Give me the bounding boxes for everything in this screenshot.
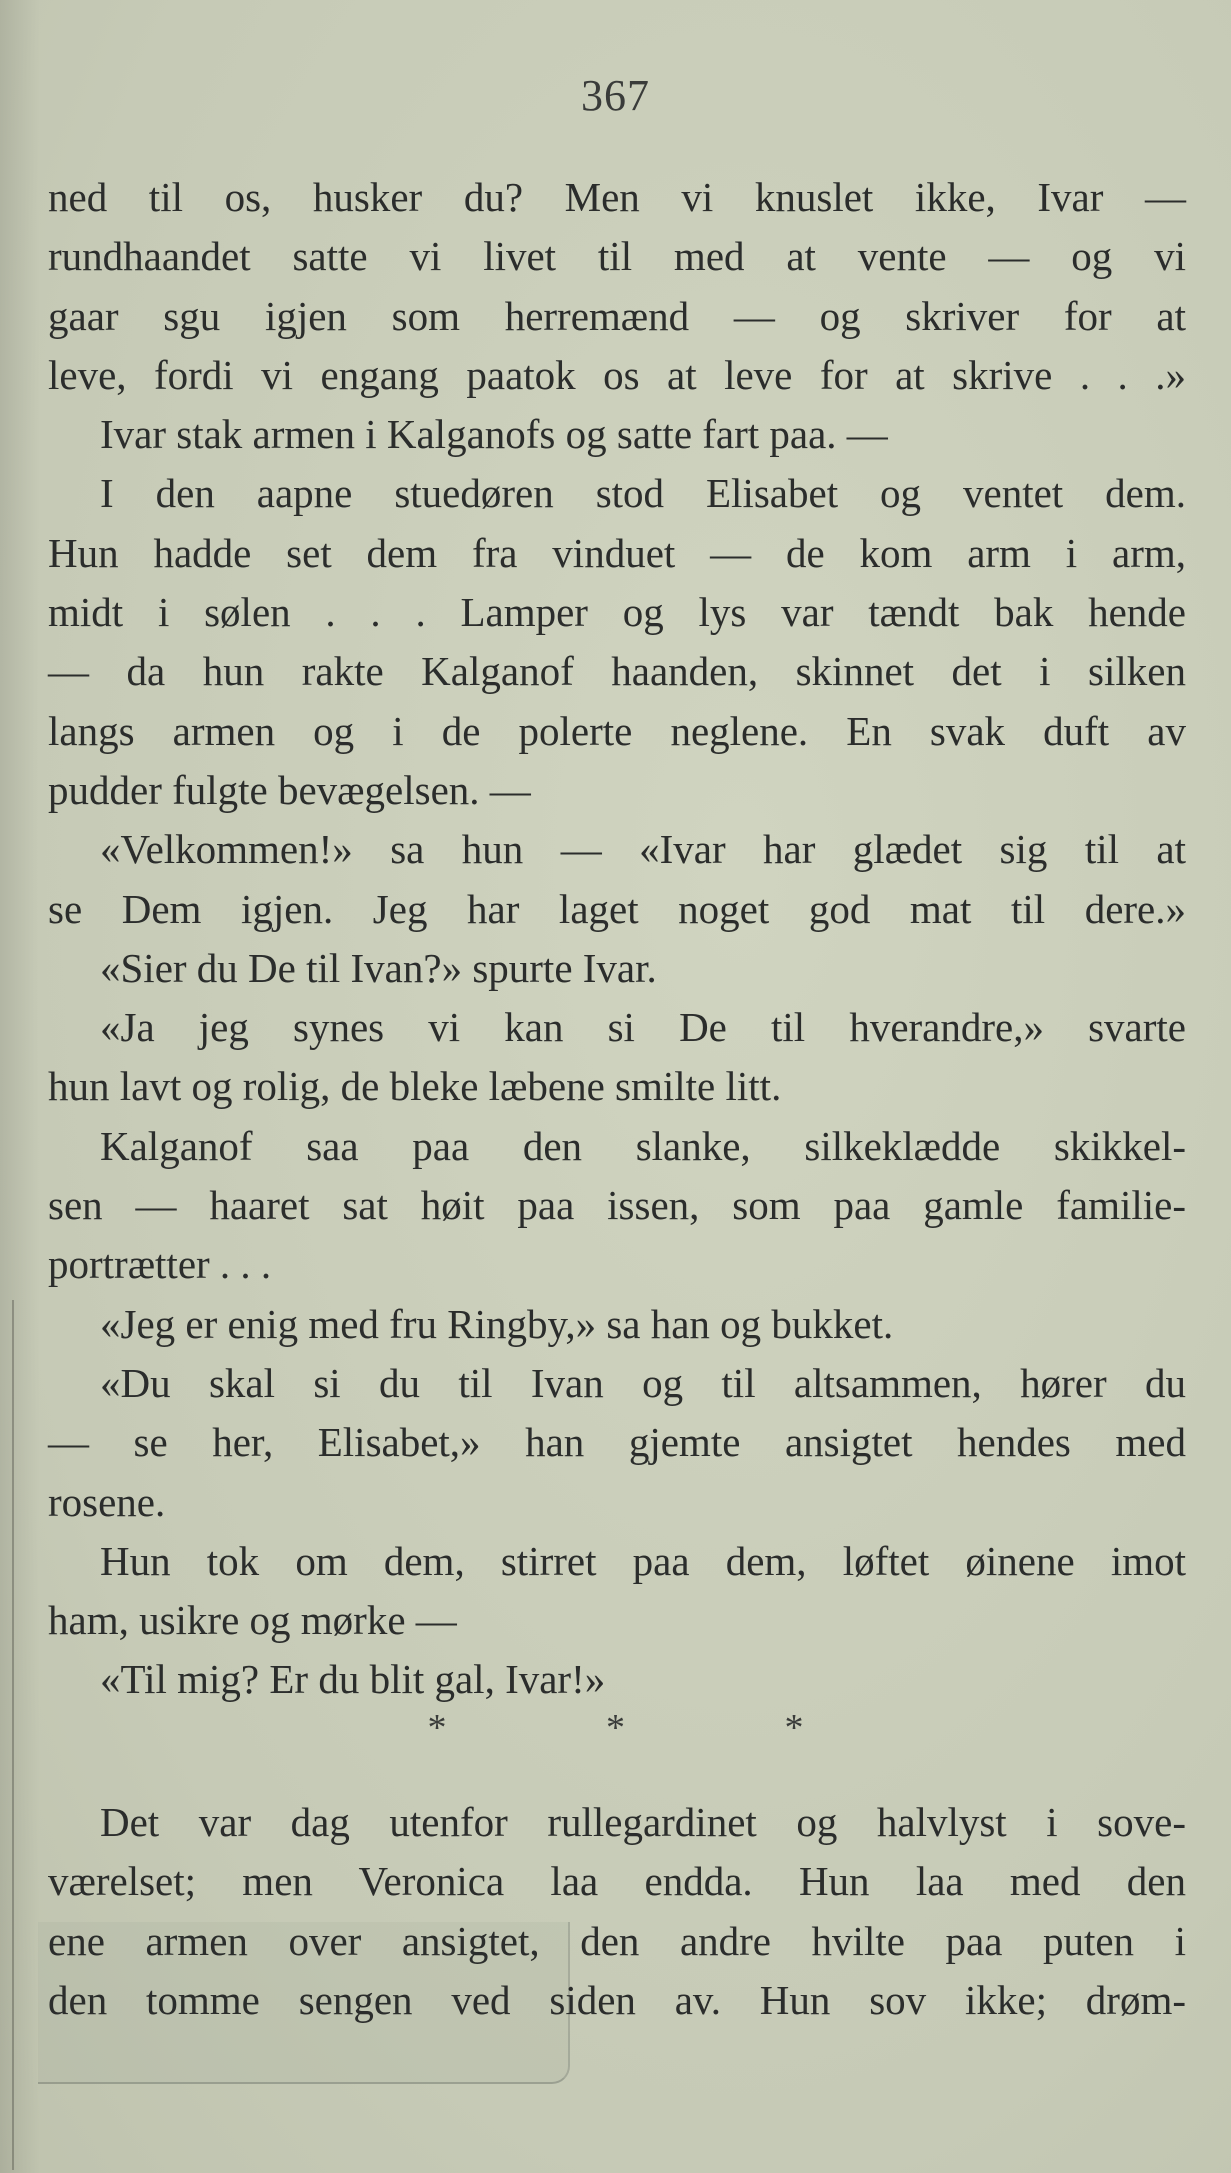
text-line: ham, usikre og mørke — [48, 1597, 457, 1644]
text-line: rundhaandet satte vi livet til med at vente — og vi [48, 233, 1186, 280]
text-line: «Jeg er enig med fru Ringby,» sa han og bukket. [100, 1300, 894, 1347]
body-text [48, 168, 1186, 1710]
text-line: Det var dag utenfor rullegardinet og halvlyst i sove- [100, 1799, 1186, 1845]
text-line: Kalganof saa paa den slanke, silkeklædde skikkel- [100, 1122, 1186, 1169]
text-line: I den aapne stuedøren stod Elisabet og ventet dem. [100, 470, 1186, 517]
text-line: gaar sgu igjen som herremænd — og skriver for at [48, 292, 1186, 339]
text-line: rosene. [48, 1478, 166, 1525]
text-line: «Til mig? Er du blit gal, Ivar!» [100, 1656, 606, 1703]
text-line: ned til os, husker du? Men vi knuslet ikke, Ivar — [48, 174, 1186, 220]
text-line: «Du skal si du til Ivan og til altsammen, hører du [100, 1359, 1186, 1406]
text-line: pudder fulgte bevægelsen. — [48, 766, 531, 813]
text-line: hun lavt og rolig, de bleke læbene smilte litt. [48, 1063, 782, 1110]
text-line: midt i sølen . . . Lamper og lys var tændt bak hende [48, 589, 1186, 636]
text-line: værelset; men Veronica laa endda. Hun laa med den [48, 1858, 1186, 1905]
text-line: sen — haaret sat høit paa issen, som paa gamle familie- [48, 1182, 1186, 1229]
text-line: — se her, Elisabet,» han gjemte ansigtet hendes med [48, 1419, 1186, 1466]
text-line: «Velkommen!» sa hun — «Ivar har glædet sig til at [100, 826, 1186, 873]
text-line: se Dem igjen. Jeg har laget noget god mat til dere.» [48, 885, 1186, 932]
section-separator: * * * [427, 1707, 804, 1749]
text-line: den tomme sengen ved siden av. Hun sov ikke; drøm- [48, 1976, 1186, 2023]
text-line: portrætter . . . [48, 1241, 272, 1288]
text-line: ene armen over ansigtet, den andre hvilte paa puten i [48, 1917, 1186, 1964]
text-line: leve, fordi vi engang paatok os at leve for at skrive . . .» [48, 351, 1186, 398]
text-line: «Ja jeg synes vi kan si De til hverandre,» svarte [100, 1004, 1186, 1051]
page-number: 367 [581, 71, 650, 120]
text-line: Ivar stak armen i Kalganofs og satte fart paa. — [100, 411, 888, 458]
text-line: «Sier du De til Ivan?» spurte Ivar. [100, 944, 657, 991]
text-line: — da hun rakte Kalganof haanden, skinnet det i silken [48, 648, 1186, 695]
text-line: Hun hadde set dem fra vinduet — de kom arm i arm, [48, 529, 1186, 576]
text-line: Hun tok om dem, stirret paa dem, løftet øinene imot [100, 1537, 1186, 1584]
text-line: langs armen og i de polerte neglene. En svak duft av [48, 707, 1186, 754]
body-text-continued [48, 1793, 1186, 2030]
